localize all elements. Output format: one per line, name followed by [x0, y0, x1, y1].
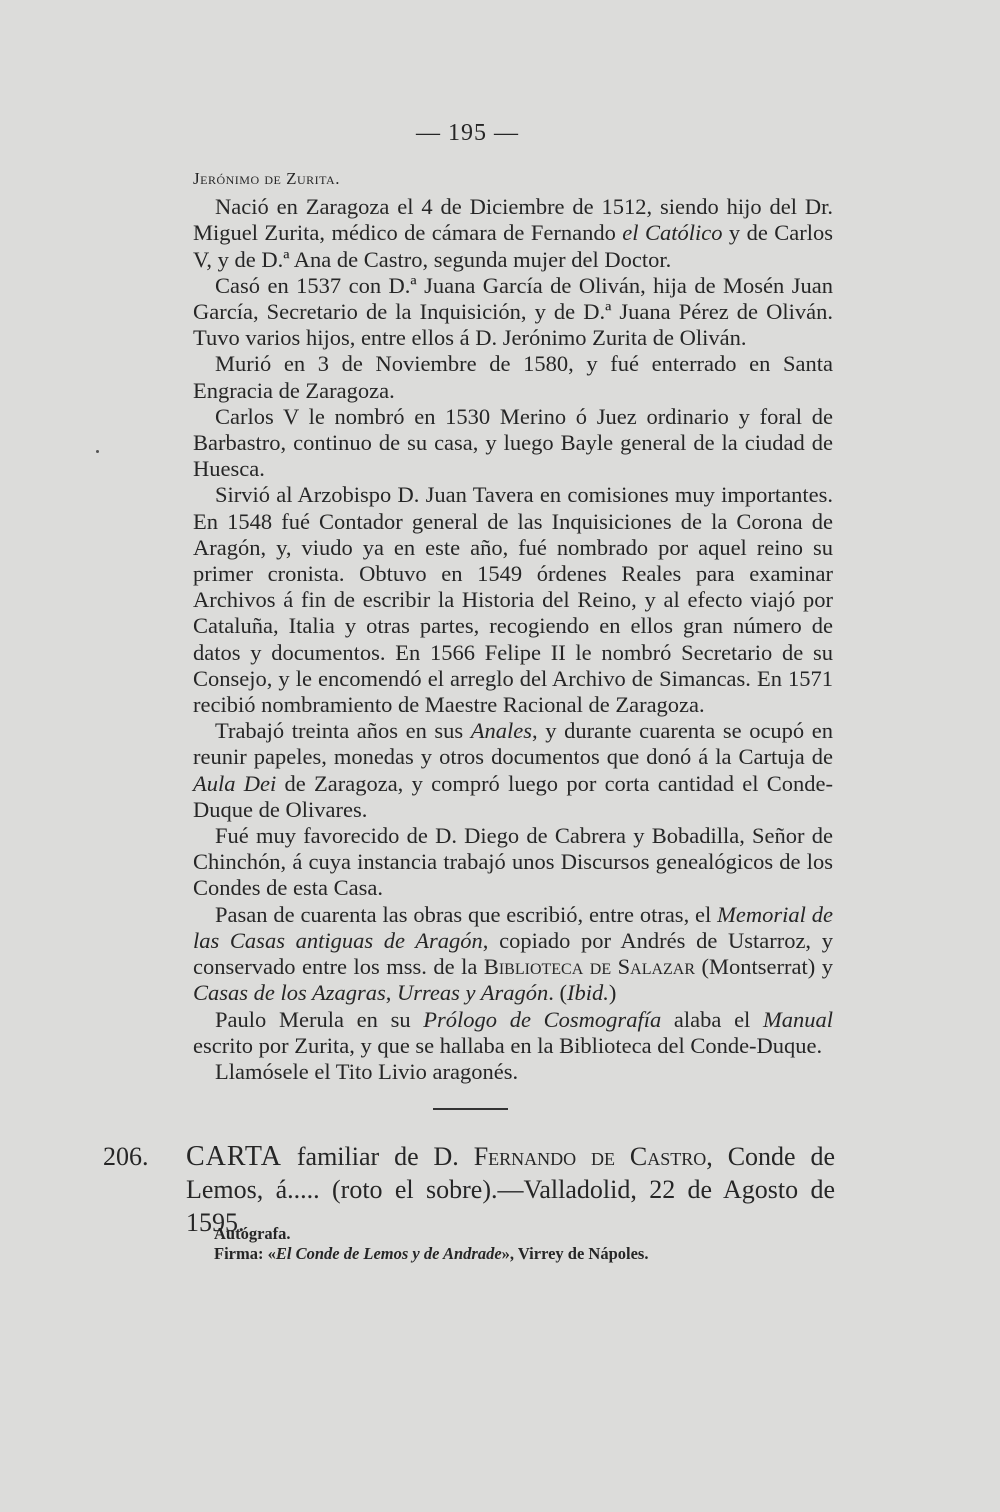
paragraph: Casó en 1537 con D.ª Juana García de Oliván, hija de Mosén Juan García, Secretario de la Inquisición, y de D.ª Juana Pérez de Oliván. Tuvo varios hijos, entre ellos á D. Jerónimo Zurita de Oliván.	[193, 272, 833, 351]
entry-205-text	[193, 166, 833, 1085]
section-divider	[433, 1108, 508, 1110]
page-number: — 195 —	[416, 120, 519, 146]
paragraph: Sirvió al Arzobispo D. Juan Tavera en comisiones muy importantes. En 1548 fué Contador general de las Inquisiciones de la Corona de Aragón, y, viudo ya en este año, fué nombrado por aquel reino su primer cronista. Obtuvo en 1549 órdenes Reales para examinar Archivos á fin de escribir la Historia del Reino, y al efecto viajó por Cataluña, Italia y otras partes, recogiendo en ellos gran número de datos y documentos. En 1566 Felipe II le nombró Secretario de su Consejo, y le encomendó el arreglo del Archivo de Simancas. En 1571 recibió nombramiento de Maestre Racional de Zaragoza.	[193, 482, 833, 718]
entry-206-notes	[214, 1224, 834, 1264]
paragraph: Fué muy favorecido de D. Diego de Cabrera y Bobadilla, Señor de Chinchón, á cuya instancia trabajó unos Discursos genealógicos de los Condes de esta Casa.	[193, 823, 833, 901]
note-autograph: Autógrafa.	[214, 1224, 291, 1243]
page-speck	[96, 450, 99, 453]
paragraph: Nació en Zaragoza el 4 de Diciembre de 1512, siendo hijo del Dr. Miguel Zurita, médico de cámara de Fernando el Católico y de Carlos V, y de D.ª Ana de Castro, segunda mujer del Doctor.	[193, 194, 833, 272]
paragraph: Pasan de cuarenta las obras que escribió, entre otras, el Memorial de las Casas antiguas de Aragón, copiado por Andrés de Ustarroz, y conservado entre los mss. de la Biblioteca de Salazar (Montserrat) y Casas de los Azagras, Urreas y Aragón. (Ibid.)	[193, 901, 834, 1006]
paragraph: Paulo Merula en su Prólogo de Cosmografía alaba el Manual escrito por Zurita, y que se hallaba en la Biblioteca del Conde-Duque.	[193, 1006, 834, 1058]
entry-heading: Jerónimo de Zurita.	[193, 169, 340, 188]
paragraph: Murió en 3 de Noviembre de 1580, y fué enterrado en Santa Engracia de Zaragoza.	[193, 351, 833, 403]
entry-number: 206.	[103, 1142, 149, 1171]
entry-206-title: CARTA familiar de D. Fernando de Castro, Conde de Lemos, á..... (roto el sobre).—Valladolid, 22 de Agosto de 1595.	[186, 1141, 836, 1237]
note-signature: Firma: «El Conde de Lemos y de Andrade», Virrey de Nápoles.	[214, 1244, 649, 1263]
paragraph: Llamósele el Tito Livio aragonés.	[215, 1058, 519, 1084]
paragraph: Carlos V le nombró en 1530 Merino ó Juez ordinario y foral de Barbastro, continuo de su casa, y luego Bayle general de la ciudad de Huesca.	[193, 403, 833, 482]
paragraph: Trabajó treinta años en sus Anales, y durante cuarenta se ocupó en reunir papeles, monedas y otros documentos que donó á la Cartuja de Aula Dei de Zaragoza, y compró luego por corta cantidad el Conde-Duque de Olivares.	[193, 718, 833, 822]
